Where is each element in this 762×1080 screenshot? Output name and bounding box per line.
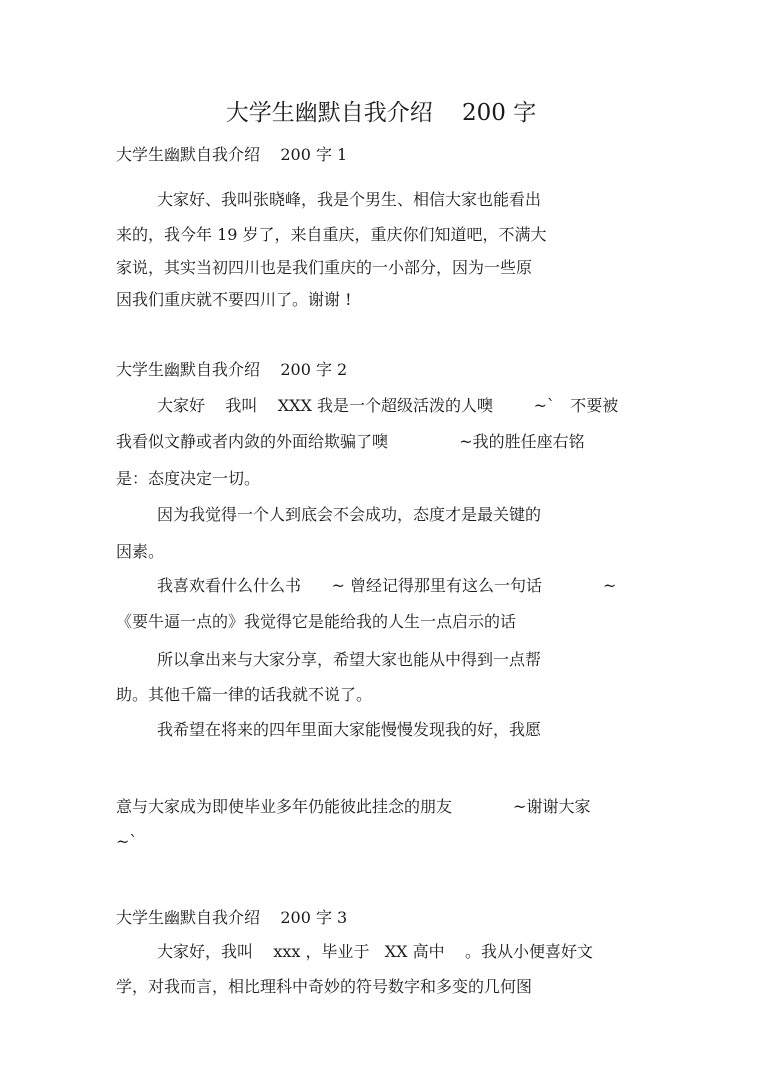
section-2-line-4: 因为我觉得一个人到底会不会成功，态度才是最关键的 xyxy=(157,505,542,524)
section-3-heading: 大学生幽默自我介绍 200 字 3 xyxy=(116,908,348,927)
section-2-line-3: 是：态度决定一切。 xyxy=(116,469,261,488)
section-3-line-1: 大家好，我叫 xxx ，毕业于 XX 高中 。我从小便喜好文 xyxy=(157,942,593,961)
section-1-line-4: 因我们重庆就不要四川了。谢谢 ! xyxy=(116,290,352,309)
section-2-line-11: 意与大家成为即使毕业多年仍能彼此挂念的朋友 ~谢谢大家 xyxy=(116,797,591,816)
section-2-line-9: 助。其他千篇一律的话我就不说了。 xyxy=(116,685,373,704)
section-3-line-2: 学，对我而言，相比理科中奇妙的符号数字和多变的几何图 xyxy=(116,977,533,996)
section-1-line-2: 来的，我今年 19 岁了，来自重庆，重庆你们知道吧，不满大 xyxy=(116,225,547,244)
section-1-line-3: 家说，其实当初四川也是我们重庆的一小部分，因为一些原 xyxy=(116,258,533,277)
section-2-line-8: 所以拿出来与大家分享，希望大家也能从中得到一点帮 xyxy=(157,650,542,669)
section-2-line-6: 我喜欢看什么什么书 ~ 曾经记得那里有这么一句话 ~ xyxy=(157,576,617,595)
section-2-line-7: 《要牛逼一点的》我觉得它是能给我的人生一点启示的话 xyxy=(116,612,517,631)
section-2-line-5: 因素。 xyxy=(116,542,165,561)
section-2-line-12: ~` xyxy=(116,832,138,851)
section-2-line-1: 大家好 我叫 XXX 我是一个超级活泼的人噢 ~` 不要被 xyxy=(157,396,619,415)
section-2-line-2: 我看似文静或者内敛的外面给欺骗了噢 ~我的胜任座右铭 xyxy=(116,432,585,451)
section-2-line-10: 我希望在将来的四年里面大家能慢慢发现我的好，我愿 xyxy=(157,720,542,739)
section-1-line-1: 大家好、我叫张晓峰，我是个男生、相信大家也能看出 xyxy=(157,190,542,209)
document-title: 大学生幽默自我介绍 200 字 xyxy=(225,100,537,126)
section-2-heading: 大学生幽默自我介绍 200 字 2 xyxy=(116,360,348,379)
section-1-heading: 大学生幽默自我介绍 200 字 1 xyxy=(116,145,348,164)
